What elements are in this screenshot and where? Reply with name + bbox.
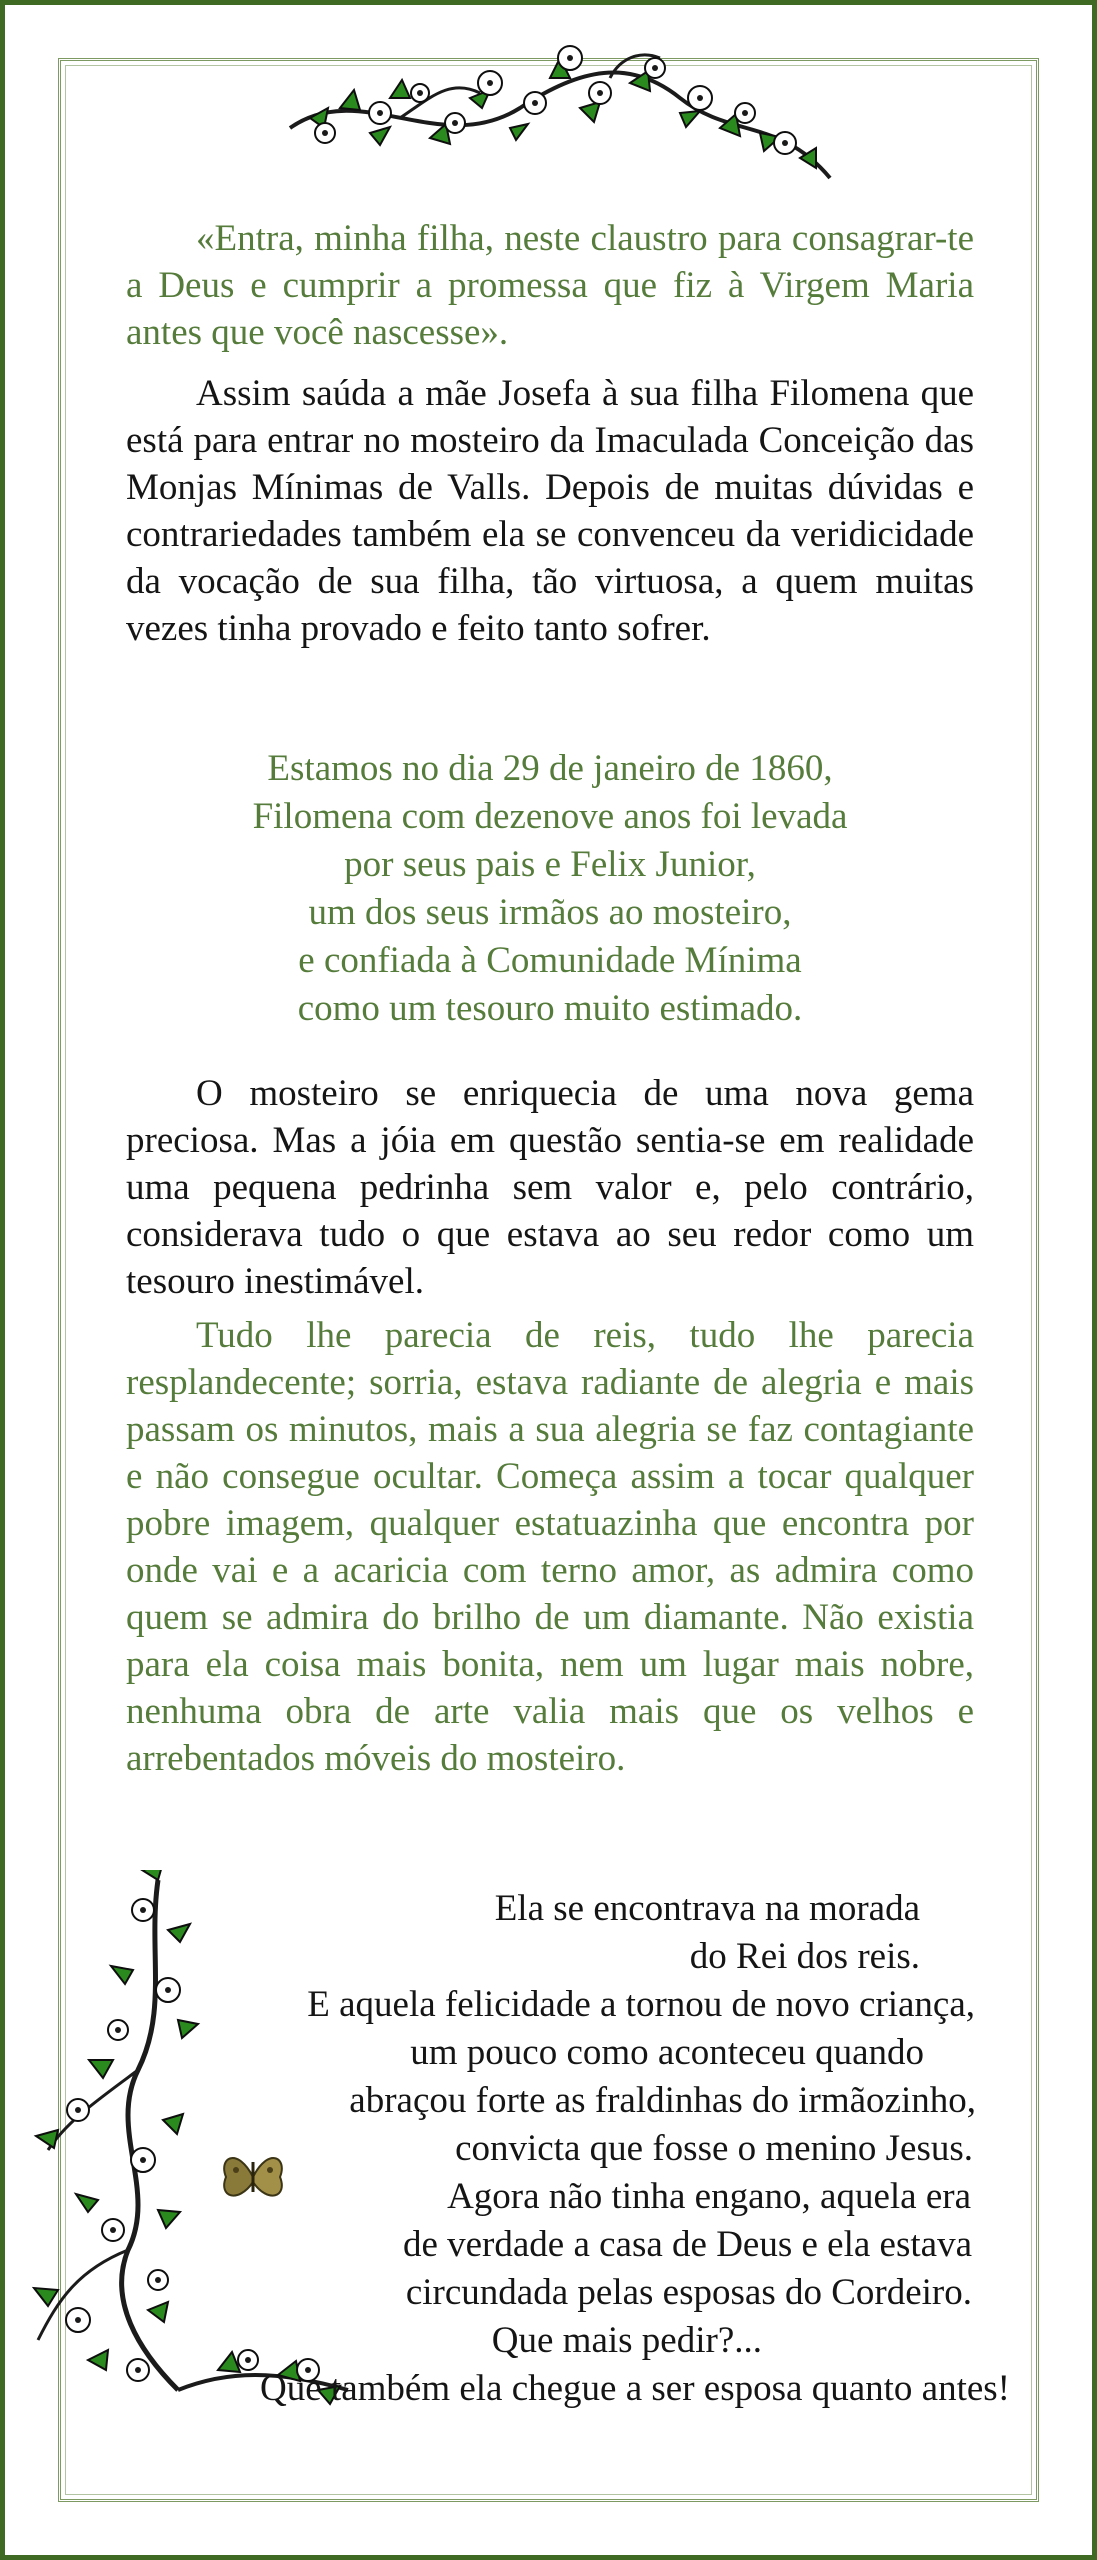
flower-garland-icon bbox=[280, 38, 840, 188]
verse-line: um dos seus irmãos ao mosteiro, bbox=[308, 892, 792, 933]
verse-line: por seus pais e Felix Junior, bbox=[344, 844, 756, 885]
verse-line: do Rei dos reis. bbox=[689, 1936, 920, 1977]
closing-verse bbox=[120, 1885, 1010, 2413]
verse-line: e confiada à Comunidade Mínima bbox=[298, 940, 802, 981]
verse-line: Que mais pedir?... bbox=[491, 2320, 762, 2361]
narrative-paragraph-1: Assim saúda a mãe Josefa à sua filha Filomena que está para entrar no mosteiro da Imaculada Conceição das Monjas Mínimas de Valls. Depois de muitas dúvidas e contrariedades também ela se convenceu da veridicidade da vocação de sua filha, tão virtuosa, a quem muitas vezes tinha provado e feito tanto sofrer. bbox=[126, 373, 974, 649]
verse-line: Filomena com dezenove anos foi levada bbox=[252, 796, 848, 837]
verse-line: convicta que fosse o menino Jesus. bbox=[455, 2128, 973, 2169]
verse-line: de verdade a casa de Deus e ela estava bbox=[402, 2224, 972, 2265]
narrative-paragraph-2: O mosteiro se enriquecia de uma nova gema preciosa. Mas a jóia em questão sentia-se em realidade uma pequena pedrinha sem valor e, pelo contrário, considerava tudo o que estava ao seu redor como um tesouro inestimável. bbox=[126, 1073, 974, 1302]
verse-line: como um tesouro muito estimado. bbox=[297, 988, 803, 1029]
verse-line: abraçou forte as fraldinhas do irmãozinho, bbox=[349, 2080, 976, 2121]
narrative-paragraph-3: Tudo lhe parecia de reis, tudo lhe parecia resplandecente; sorria, estava radiante de alegria e mais passam os minutos, mais a sua alegria se faz contagiante e não consegue ocultar. Começa assim a tocar qualquer pobre imagem, qualquer estatuazinha que encontra por onde vai e a acaricia com terno amor, as admira como quem se admira do brilho de um diamante. Não existia para ela coisa mais bonita, nem um lugar mais nobre, nenhuma obra de arte valia mais que os velhos e arrebentados móveis do mosteiro. bbox=[126, 1315, 974, 1779]
verse-line: circundada pelas esposas do Cordeiro. bbox=[405, 2272, 972, 2313]
verse-line: Agora não tinha engano, aquela era bbox=[447, 2176, 971, 2217]
verse-line: um pouco como aconteceu quando bbox=[410, 2032, 924, 2073]
verse-line: E aquela felicidade a tornou de novo criança, bbox=[307, 1984, 975, 2025]
opening-quote-paragraph: «Entra, minha filha, neste claustro para consagrar-te a Deus e cumprir a promessa que fiz à Virgem Maria antes que você nascesse». bbox=[126, 218, 974, 353]
verse-line: Ela se encontrava na morada bbox=[494, 1888, 920, 1929]
centered-verse bbox=[126, 745, 974, 1033]
verse-line: Que também ela chegue a ser esposa quanto antes! bbox=[260, 2368, 1010, 2409]
verse-line: Estamos no dia 29 de janeiro de 1860, bbox=[267, 748, 833, 789]
